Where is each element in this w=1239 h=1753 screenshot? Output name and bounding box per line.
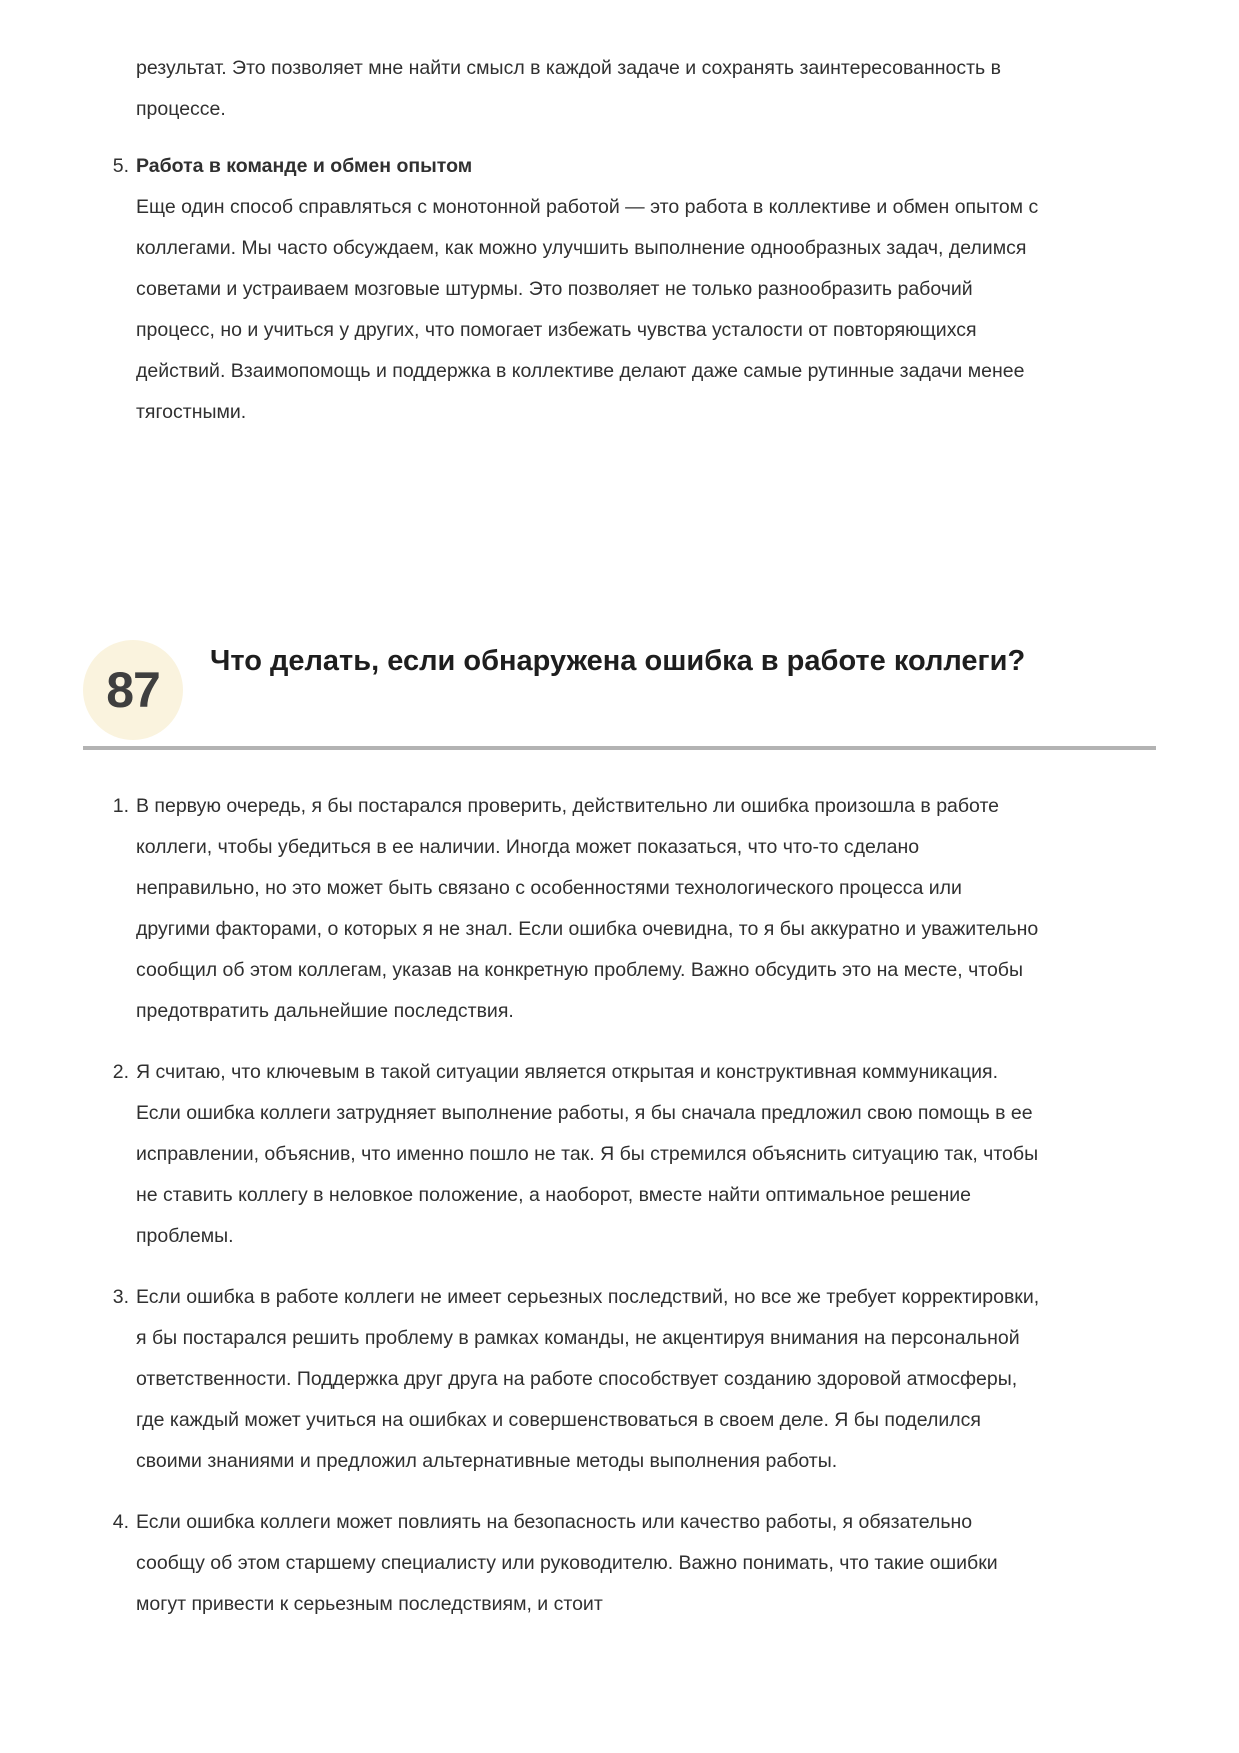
list-item-5 — [83, 146, 1156, 433]
answer-item-1 — [83, 786, 1156, 1032]
list-item-5-title: Работа в команде и обмен опытом — [136, 155, 473, 177]
list-item-5-number: 5. — [112, 155, 129, 177]
answers-list — [83, 786, 1156, 1625]
question-title: Что делать, если обнаружена ошибка в работе коллеги? — [210, 645, 1026, 677]
answer-text: Если ошибка коллеги может повлиять на безопасность или качество работы, я обязательно сообщу об этом старшему специалисту или руководителю. Важно понимать, что такие ошибки могут привести к серьезным последствиям, и стоит — [136, 1511, 998, 1615]
question-number: 87 — [106, 662, 160, 718]
answer-item-2 — [83, 1052, 1156, 1257]
answer-item-4 — [83, 1502, 1156, 1625]
answer-number: 2. — [112, 1061, 129, 1083]
answer-item-3 — [83, 1277, 1156, 1482]
list-item-5-content — [136, 146, 1040, 433]
intro-continuation-paragraph: результат. Это позволяет мне найти смысл в каждой задаче и сохранять заинтересованность в процессе. — [136, 57, 1001, 120]
list-item-5-body: Еще один способ справляться с монотонной работой — это работа в коллективе и обмен опытом с коллегами. Мы часто обсуждаем, как можно улучшить выполнение однообразных задач, делимся советами и устраиваем мозговые штурмы. Это позволяет не только разнообразить рабочий процесс, но и учиться у других, что помогает избежать чувства усталости от повторяющихся действий. Взаимопомощь и поддержка в коллективе делают даже самые рутинные задачи менее тягостными. — [136, 196, 1039, 423]
answer-text: Я считаю, что ключевым в такой ситуации является открытая и конструктивная коммуникация. Если ошибка коллеги затрудняет выполнение работы, я бы сначала предложил свою помощь в ее исправлении, объяснив, что именно пошло не так. Я бы стремился объяснить ситуацию так, чтобы не ставить коллегу в неловкое положение, а наоборот, вместе найти оптимальное решение проблемы. — [136, 1061, 1039, 1247]
question-header — [83, 630, 1156, 740]
answer-text: В первую очередь, я бы постарался проверить, действительно ли ошибка произошла в работе коллеги, чтобы убедиться в ее наличии. Иногда может показаться, что что-то сделано неправильно, но это может быть связано с особенностями технологического процесса или другими факторами, о которых я не знал. Если ошибка очевидна, то я бы аккуратно и уважительно сообщил об этом коллегам, указав на конкретную проблему. Важно обсудить это на месте, чтобы предотвратить дальнейшие последствия. — [136, 795, 1039, 1022]
section-divider — [83, 746, 1156, 750]
question-number-badge — [83, 640, 183, 740]
answer-number: 1. — [112, 795, 129, 817]
answer-text: Если ошибка в работе коллеги не имеет серьезных последствий, но все же требует корректировки, я бы постарался решить проблему в рамках команды, не акцентируя внимания на персональной ответственности. Поддержка друг друга на работе способствует созданию здоровой атмосферы, где каждый может учиться на ошибках и совершенствоваться в своем деле. Я бы поделился своими знаниями и предложил альтернативные методы выполнения работы. — [136, 1286, 1040, 1472]
answer-number: 3. — [112, 1286, 129, 1308]
answer-number: 4. — [112, 1511, 129, 1533]
